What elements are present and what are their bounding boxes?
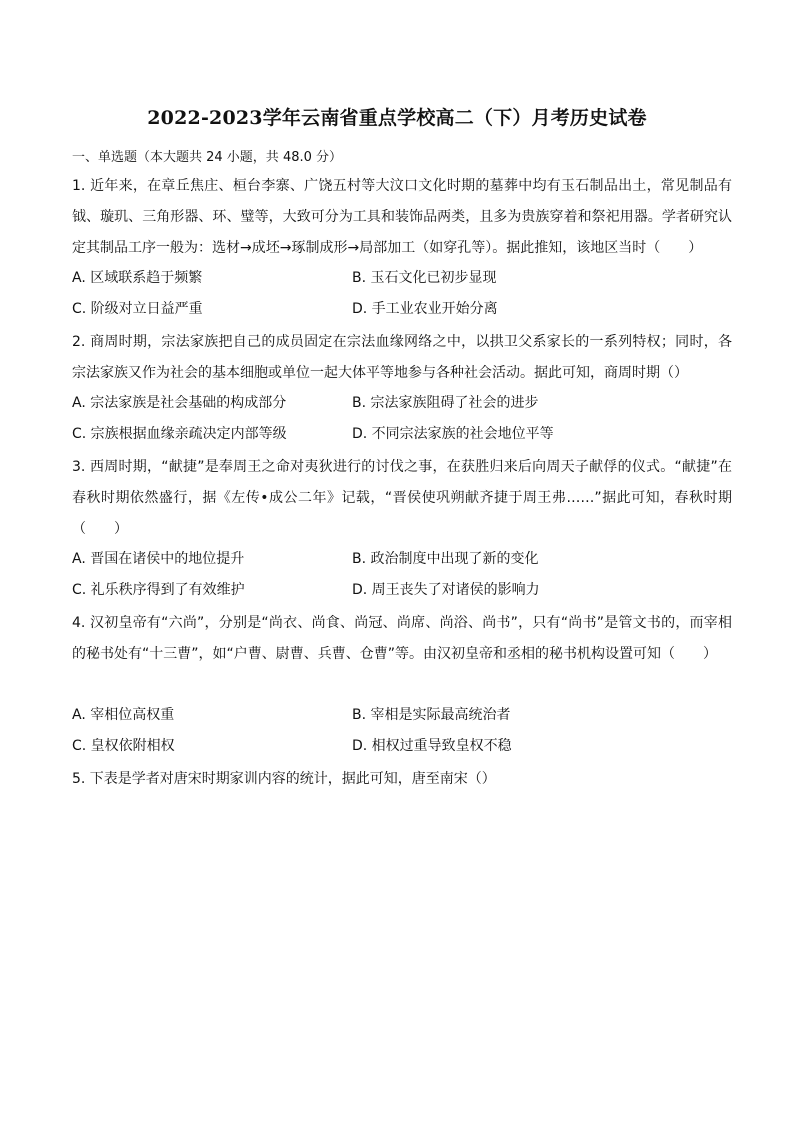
question-3-option-a: A. 晋国在诸侯中的地位提升: [72, 551, 245, 567]
question-2-option-d: D. 不同宗法家族的社会地位平等: [352, 426, 554, 442]
question-2-option-c: C. 宗族根据血缘亲疏决定内部等级: [72, 426, 287, 442]
question-1-option-d: D. 手工业农业开始分离: [352, 301, 498, 317]
question-3-option-b: B. 政治制度中出现了新的变化: [352, 551, 539, 567]
question-2-option-b: B. 宗法家族阻碍了社会的进步: [352, 395, 539, 411]
exam-title: 2022-2023学年云南省重点学校高二（下）月考历史试卷: [147, 107, 647, 129]
question-2-stem: 2. 商周时期，宗法家族把自己的成员固定在宗法血缘网络之中，以拱卫父系家长的一系列特权；同时，各宗法家族又作为社会的基本细胞或单位一起大体平等地参与各种社会活动。据此可知，商周时期（）: [72, 334, 732, 381]
section-heading: 一、单选题（本大题共 24 小题，共 48.0 分）: [72, 150, 343, 165]
question-1-stem: 1. 近年来，在章丘焦庄、桓台李寨、广饶五村等大汶口文化时期的墓葬中均有玉石制品出土，常见制品有钺、璇玑、三角形器、环、璧等，大致可分为工具和装饰品两类，且多为贵族穿着和祭祀用器。学者研究认定其制品工序一般为：选材→成坯→琢制成形→局部加工（如穿孔等）。据此推知，该地区当时（ ）: [72, 178, 732, 256]
question-3-option-d: D. 周王丧失了对诸侯的影响力: [352, 582, 540, 598]
question-4-stem: 4. 汉初皇帝有“六尚”，分别是“尚衣、尚食、尚冠、尚席、尚浴、尚书”，只有“尚书”是管文书的，而宰相的秘书处有“十三曹”，如“户曹、尉曹、兵曹、仓曹”等。由汉初皇帝和丞相的秘书机构设置可知（ ）: [72, 615, 732, 662]
question-1-option-a: A. 区域联系趋于频繁: [72, 270, 203, 286]
question-1-option-b: B. 玉石文化已初步显现: [352, 270, 497, 286]
question-5-stem: 5. 下表是学者对唐宋时期家训内容的统计，据此可知，唐至南宋（）: [72, 771, 496, 787]
question-2-option-a: A. 宗法家族是社会基础的构成部分: [72, 395, 287, 411]
question-4-option-d: D. 相权过重导致皇权不稳: [352, 738, 512, 754]
question-3-option-c: C. 礼乐秩序得到了有效维护: [72, 582, 245, 598]
question-1-option-c: C. 阶级对立日益严重: [72, 301, 203, 317]
question-4-option-c: C. 皇权依附相权: [72, 738, 175, 754]
question-4-option-b: B. 宰相是实际最高统治者: [352, 707, 511, 723]
question-3-stem: 3. 西周时期，“献捷”是奉周王之命对夷狄进行的讨伐之事，在获胜归来后向周天子献俘的仪式。“献捷”在春秋时期依然盛行，据《左传•成公二年》记载，“晋侯使巩朔献齐捷于周王弗……”据此可知，春秋时期（ ）: [72, 459, 732, 537]
question-4-option-a: A. 宰相位高权重: [72, 707, 175, 723]
